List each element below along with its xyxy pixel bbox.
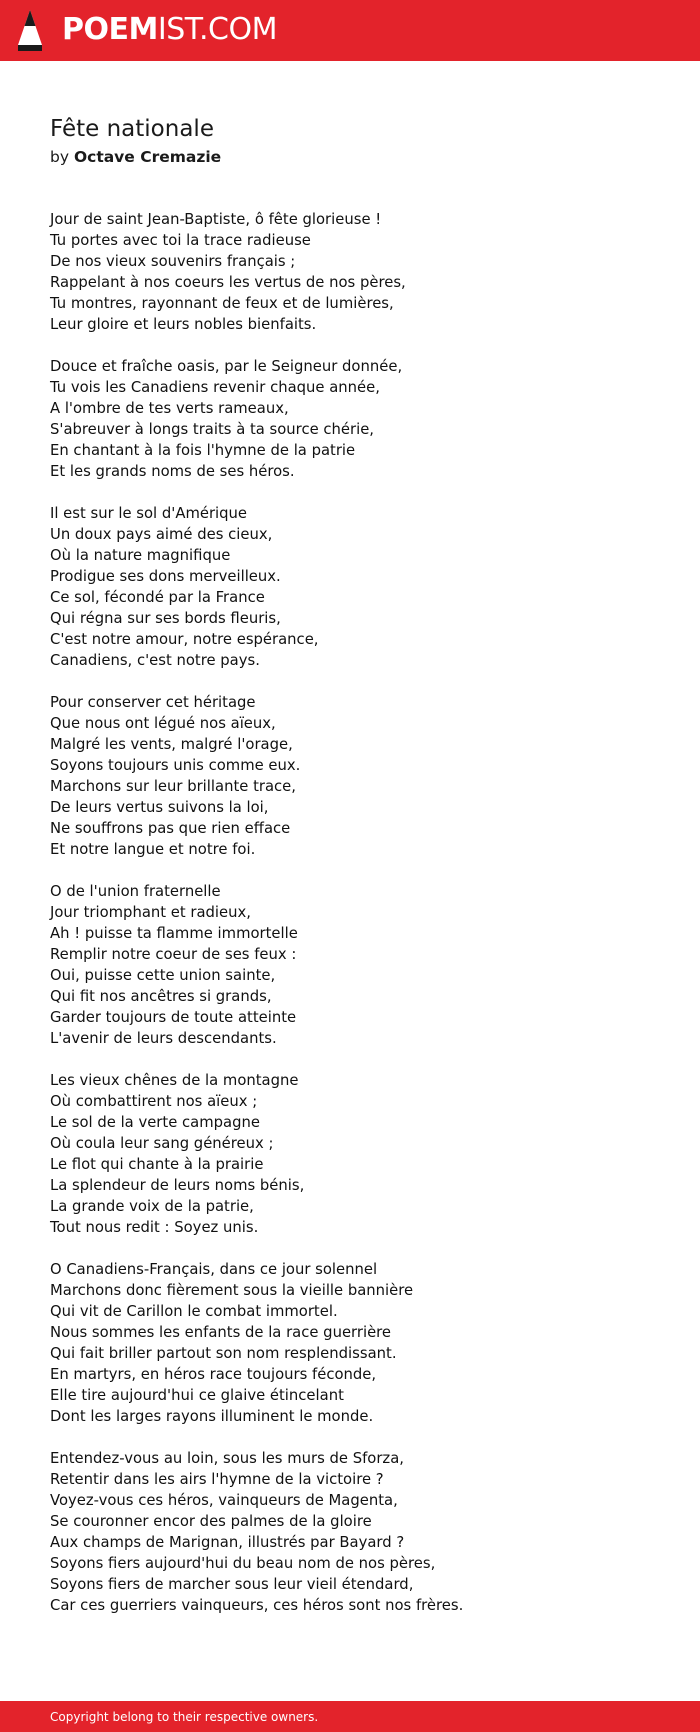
poem-line: Qui fit nos ancêtres si grands,: [50, 988, 272, 1005]
poem-line: L'avenir de leurs descendants.: [50, 1030, 277, 1047]
author-link[interactable]: Octave Cremazie: [73, 148, 222, 166]
poem-stanza: [50, 1448, 660, 1616]
poem-line: Soyons fiers de marcher sous leur vieil étendard,: [50, 1576, 414, 1593]
site-header: [0, 0, 700, 61]
poem-line: Malgré les vents, malgré l'orage,: [50, 736, 293, 753]
poem-line: Marchons donc fièrement sous la vieille bannière: [50, 1282, 414, 1299]
poem-line: C'est notre amour, notre espérance,: [50, 631, 319, 648]
poem-line: Nous sommes les enfants de la race guerrière: [50, 1324, 392, 1341]
poem-line: Aux champs de Marignan, illustrés par Bayard ?: [50, 1534, 405, 1551]
poem-line: Se couronner encor des palmes de la gloire: [50, 1513, 372, 1530]
poem-line: S'abreuver à longs traits à ta source chérie,: [50, 421, 375, 438]
poem-line: Remplir notre coeur de ses feux :: [50, 946, 297, 963]
poem-line: Tout nous redit : Soyez unis.: [50, 1219, 259, 1236]
poem-line: Prodigue ses dons merveilleux.: [50, 568, 281, 585]
poem-line: Soyons toujours unis comme eux.: [50, 757, 301, 774]
poem-line: Où la nature magnifique: [50, 547, 231, 564]
poem-stanza: [50, 881, 660, 1049]
poem-line: Et les grands noms de ses héros.: [50, 463, 295, 480]
poem-line: La grande voix de la patrie,: [50, 1198, 254, 1215]
poem-line: La splendeur de leurs noms bénis,: [50, 1177, 305, 1194]
poem-line: Où coula leur sang généreux ;: [50, 1135, 274, 1152]
site-logo[interactable]: [62, 13, 277, 47]
poem-line: Garder toujours de toute atteinte: [50, 1009, 297, 1026]
poem-line: En martyrs, en héros race toujours féconde,: [50, 1366, 377, 1383]
poem-line: Il est sur le sol d'Amérique: [50, 505, 248, 522]
poem-stanza: [50, 209, 660, 335]
poem-line: Un doux pays aimé des cieux,: [50, 526, 273, 543]
poem-line: Jour de saint Jean-Baptiste, ô fête glorieuse !: [50, 211, 382, 228]
poem-line: Marchons sur leur brillante trace,: [50, 778, 296, 795]
poem-content: [50, 114, 660, 1637]
poem-line: Pour conserver cet héritage: [50, 694, 256, 711]
poem-line: Qui vit de Carillon le combat immortel.: [50, 1303, 338, 1320]
poem-title: Fête nationale: [50, 116, 214, 142]
logo-brand-bold: POEM: [62, 12, 158, 47]
poem-line: Car ces guerriers vainqueurs, ces héros sont nos frères.: [50, 1597, 464, 1614]
poem-line: Oui, puisse cette union sainte,: [50, 967, 276, 984]
poem-line: Le sol de la verte campagne: [50, 1114, 260, 1131]
poem-line: En chantant à la fois l'hymne de la patrie: [50, 442, 356, 459]
poem-line: De leurs vertus suivons la loi,: [50, 799, 269, 816]
poem-stanza: [50, 1070, 660, 1238]
poem-line: Retentir dans les airs l'hymne de la victoire ?: [50, 1471, 384, 1488]
poem-line: De nos vieux souvenirs français ;: [50, 253, 296, 270]
poem-line: Tu portes avec toi la trace radieuse: [50, 232, 311, 249]
site-footer: [0, 1701, 700, 1732]
poem-line: Voyez-vous ces héros, vainqueurs de Magenta,: [50, 1492, 398, 1509]
poem-stanza: [50, 503, 660, 671]
copyright-text: Copyright belong to their respective owners.: [50, 1710, 319, 1724]
byline-prefix: by: [50, 148, 70, 166]
poem-line: Jour triomphant et radieux,: [50, 904, 251, 921]
poem-line: Leur gloire et leurs nobles bienfaits.: [50, 316, 317, 333]
poem-line: Où combattirent nos aïeux ;: [50, 1093, 258, 1110]
poem-line: Entendez-vous au loin, sous les murs de Sforza,: [50, 1450, 404, 1467]
poem-line: Elle tire aujourd'hui ce glaive étincelant: [50, 1387, 344, 1404]
poem-stanza: [50, 1259, 660, 1427]
poem-stanza: [50, 356, 660, 482]
poem-stanza: [50, 692, 660, 860]
poem-line: Tu montres, rayonnant de feux et de lumières,: [50, 295, 394, 312]
poem-line: Canadiens, c'est notre pays.: [50, 652, 260, 669]
poem-byline: [50, 146, 660, 168]
poem-line: Rappelant à nos coeurs les vertus de nos pères,: [50, 274, 406, 291]
poem-line: Qui régna sur ses bords fleuris,: [50, 610, 281, 627]
poem-line: Le flot qui chante à la prairie: [50, 1156, 264, 1173]
poem-line: O Canadiens-Français, dans ce jour solennel: [50, 1261, 378, 1278]
poem-line: Les vieux chênes de la montagne: [50, 1072, 299, 1089]
poem-line: A l'ombre de tes verts rameaux,: [50, 400, 289, 417]
logo-brand-rest: IST.COM: [157, 12, 277, 47]
poem-line: Ne souffrons pas que rien efface: [50, 820, 291, 837]
poem-line: Soyons fiers aujourd'hui du beau nom de nos pères,: [50, 1555, 436, 1572]
poem-line: Qui fait briller partout son nom resplendissant.: [50, 1345, 397, 1362]
poem-body: [50, 209, 660, 1616]
poem-line: Que nous ont légué nos aïeux,: [50, 715, 276, 732]
poem-line: Ce sol, fécondé par la France: [50, 589, 265, 606]
poem-line: Dont les larges rayons illuminent le monde.: [50, 1408, 374, 1425]
poem-line: Et notre langue et notre foi.: [50, 841, 256, 858]
poem-line: Tu vois les Canadiens revenir chaque année,: [50, 379, 380, 396]
poem-line: O de l'union fraternelle: [50, 883, 221, 900]
poem-line: Douce et fraîche oasis, par le Seigneur donnée,: [50, 358, 403, 375]
poem-line: Ah ! puisse ta flamme immortelle: [50, 925, 298, 942]
pencil-icon[interactable]: [18, 10, 42, 51]
